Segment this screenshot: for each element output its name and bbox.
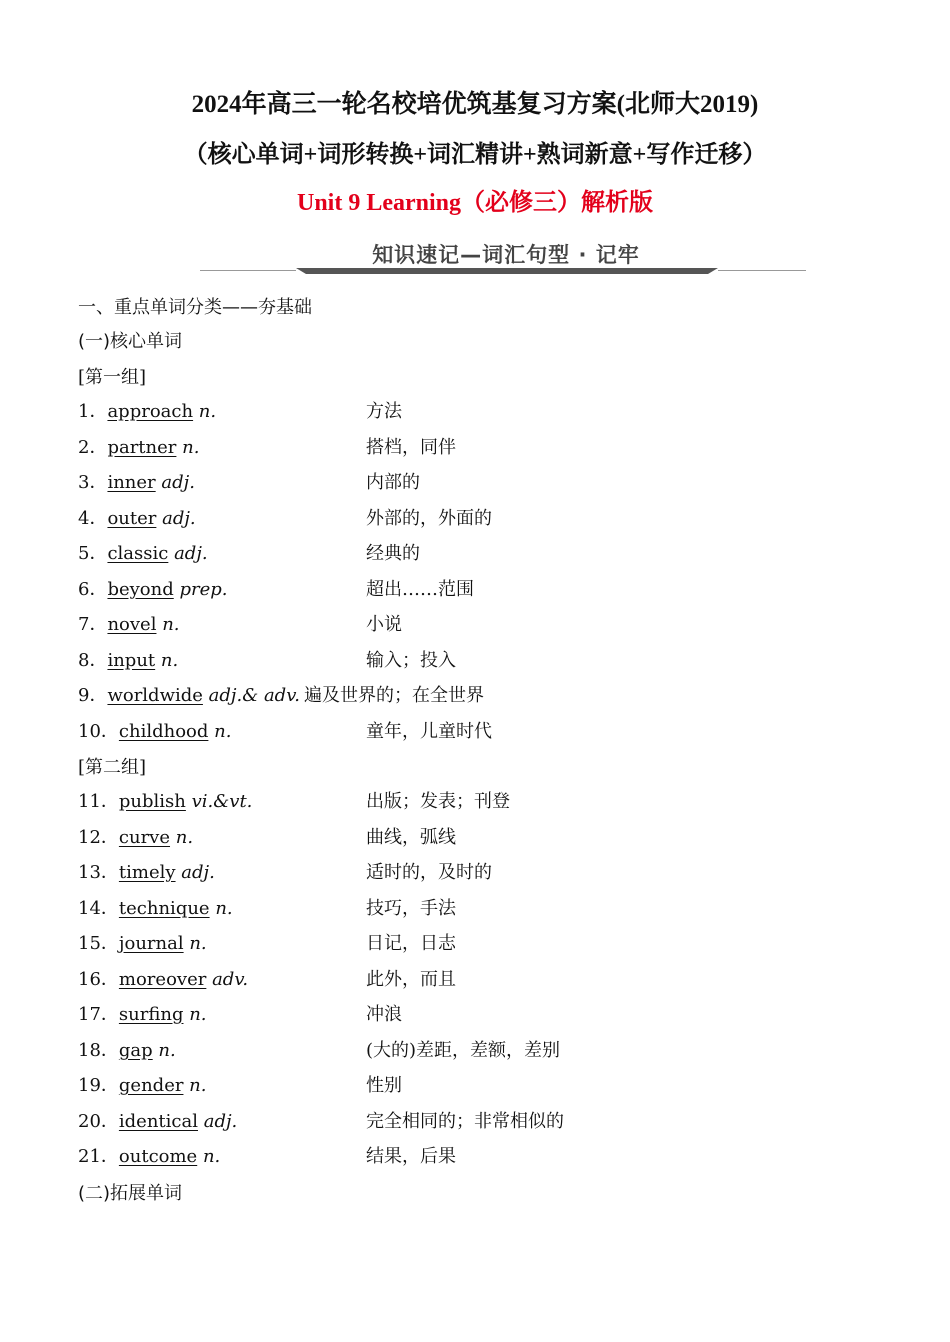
group-1-label: [第一组] <box>78 367 147 388</box>
part-of-speech: n. <box>156 614 180 635</box>
list-item <box>78 542 878 566</box>
word-number: 14． <box>78 898 119 919</box>
part-of-speech: n. <box>176 437 200 458</box>
document-subtitle: （核心单词+词形转换+词汇精讲+熟词新意+写作迁移） <box>183 142 767 168</box>
vocab-word: publish <box>118 791 186 812</box>
vocab-word: classic <box>107 543 169 564</box>
word-meaning: 完全相同的；非常相似的 <box>366 1111 564 1132</box>
word-number: 6． <box>78 579 108 600</box>
word-number: 7． <box>78 614 108 635</box>
vocab-word: input <box>107 650 156 671</box>
vocab-word: beyond <box>107 579 174 600</box>
list-item <box>78 578 878 602</box>
unit-title: Unit 9 Learning（必修三）解析版 <box>296 190 653 216</box>
list-item <box>78 684 878 708</box>
part-of-speech: vi.&vt. <box>185 791 253 812</box>
word-number: 20． <box>78 1111 119 1132</box>
part-of-speech: n. <box>152 1040 176 1061</box>
word-meaning: 适时的，及时的 <box>366 862 492 883</box>
word-meaning: 搭档，同伴 <box>366 437 456 458</box>
word-meaning: 出版；发表；刊登 <box>366 791 510 812</box>
part-of-speech: n. <box>170 827 194 848</box>
list-item <box>78 400 878 424</box>
core-words-heading: (一)核心单词 <box>78 331 183 352</box>
word-meaning: 小说 <box>366 614 402 635</box>
vocab-word: moreover <box>118 969 207 990</box>
word-number: 2． <box>78 437 108 458</box>
list-item <box>78 1110 878 1134</box>
group-2-label: [第二组] <box>78 757 147 778</box>
part-of-speech: adj. <box>175 862 215 883</box>
list-item <box>78 932 878 956</box>
word-number: 17． <box>78 1004 119 1025</box>
list-item <box>78 968 878 992</box>
word-number: 10． <box>78 721 119 742</box>
document-title: 2024年高三一轮名校培优筑基复习方案(北师大2019) <box>191 91 759 118</box>
vocab-word: inner <box>107 472 156 493</box>
vocab-word: timely <box>118 862 176 883</box>
banner-rule-right <box>718 270 806 271</box>
vocab-word: surfing <box>118 1004 184 1025</box>
part-of-speech: n. <box>183 1075 207 1096</box>
word-number: 13． <box>78 862 119 883</box>
list-item <box>78 720 878 744</box>
list-item <box>78 790 878 814</box>
part-of-speech: adj. <box>155 472 195 493</box>
vocab-word: gender <box>118 1075 184 1096</box>
part-of-speech: n. <box>208 721 232 742</box>
word-number: 4． <box>78 508 108 529</box>
part-of-speech: n. <box>183 933 207 954</box>
banner-rule-left <box>200 270 296 271</box>
section-banner <box>200 236 808 276</box>
word-number: 16． <box>78 969 119 990</box>
word-meaning: (大的)差距，差额，差别 <box>366 1040 561 1061</box>
word-meaning: 此外，而且 <box>366 969 456 990</box>
word-meaning: 输入；投入 <box>366 650 456 671</box>
list-item <box>78 861 878 885</box>
part-of-speech: prep. <box>173 579 228 600</box>
part-of-speech: n. <box>155 650 179 671</box>
list-item <box>78 1003 878 1027</box>
word-meaning: 性别 <box>366 1075 402 1096</box>
word-meaning: 经典的 <box>366 543 420 564</box>
word-meaning: 超出……范围 <box>366 579 474 600</box>
list-item <box>78 897 878 921</box>
part-of-speech: n. <box>193 401 217 422</box>
vocab-word: outcome <box>118 1146 198 1167</box>
word-number: 12． <box>78 827 119 848</box>
word-meaning: 日记，日志 <box>366 933 456 954</box>
vocab-word: curve <box>118 827 171 848</box>
word-number: 3． <box>78 472 108 493</box>
word-number: 18． <box>78 1040 119 1061</box>
word-meaning: 技巧，手法 <box>366 898 456 919</box>
word-number: 1． <box>78 401 108 422</box>
word-meaning: 内部的 <box>366 472 420 493</box>
section-heading: 一、重点单词分类——夯基础 <box>78 297 312 318</box>
vocab-word: gap <box>118 1040 153 1061</box>
banner-text: 知识速记—词汇句型 · 记牢 <box>372 243 640 267</box>
list-item <box>78 1039 878 1063</box>
word-number: 21． <box>78 1146 119 1167</box>
vocab-word: journal <box>118 933 184 954</box>
list-item <box>78 471 878 495</box>
list-item <box>78 1145 878 1169</box>
word-number: 11． <box>78 791 119 812</box>
list-item <box>78 1074 878 1098</box>
part-of-speech: n. <box>209 898 233 919</box>
part-of-speech: n. <box>183 1004 207 1025</box>
vocab-word: approach <box>107 401 194 422</box>
list-item <box>78 826 878 850</box>
vocab-word: outer <box>107 508 157 529</box>
part-of-speech: adj.& adv. <box>202 685 300 706</box>
word-meaning: 童年，儿童时代 <box>366 721 492 742</box>
vocab-word: childhood <box>118 721 209 742</box>
list-item <box>78 613 878 637</box>
word-number: 15． <box>78 933 119 954</box>
vocab-word: novel <box>107 614 157 635</box>
vocab-word: worldwide <box>107 685 203 706</box>
word-meaning: 外部的，外面的 <box>366 508 492 529</box>
word-meaning: 方法 <box>366 401 402 422</box>
list-item <box>78 649 878 673</box>
extended-words-heading: (二)拓展单词 <box>78 1183 183 1204</box>
vocab-word: technique <box>118 898 210 919</box>
word-meaning: 遍及世界的；在全世界 <box>304 685 484 706</box>
part-of-speech: adj. <box>198 1111 238 1132</box>
part-of-speech: n. <box>197 1146 221 1167</box>
vocab-word: partner <box>107 437 177 458</box>
word-number: 8． <box>78 650 108 671</box>
word-meaning: 冲浪 <box>366 1004 402 1025</box>
list-item <box>78 507 878 531</box>
part-of-speech: adj. <box>156 508 196 529</box>
word-number: 5． <box>78 543 108 564</box>
vocab-word: identical <box>118 1111 198 1132</box>
word-meaning: 结果，后果 <box>366 1146 456 1167</box>
word-number: 19． <box>78 1075 119 1096</box>
part-of-speech: adv. <box>206 969 249 990</box>
part-of-speech: adj. <box>168 543 208 564</box>
list-item <box>78 436 878 460</box>
word-meaning: 曲线，弧线 <box>366 827 456 848</box>
word-number: 9． <box>78 685 108 706</box>
